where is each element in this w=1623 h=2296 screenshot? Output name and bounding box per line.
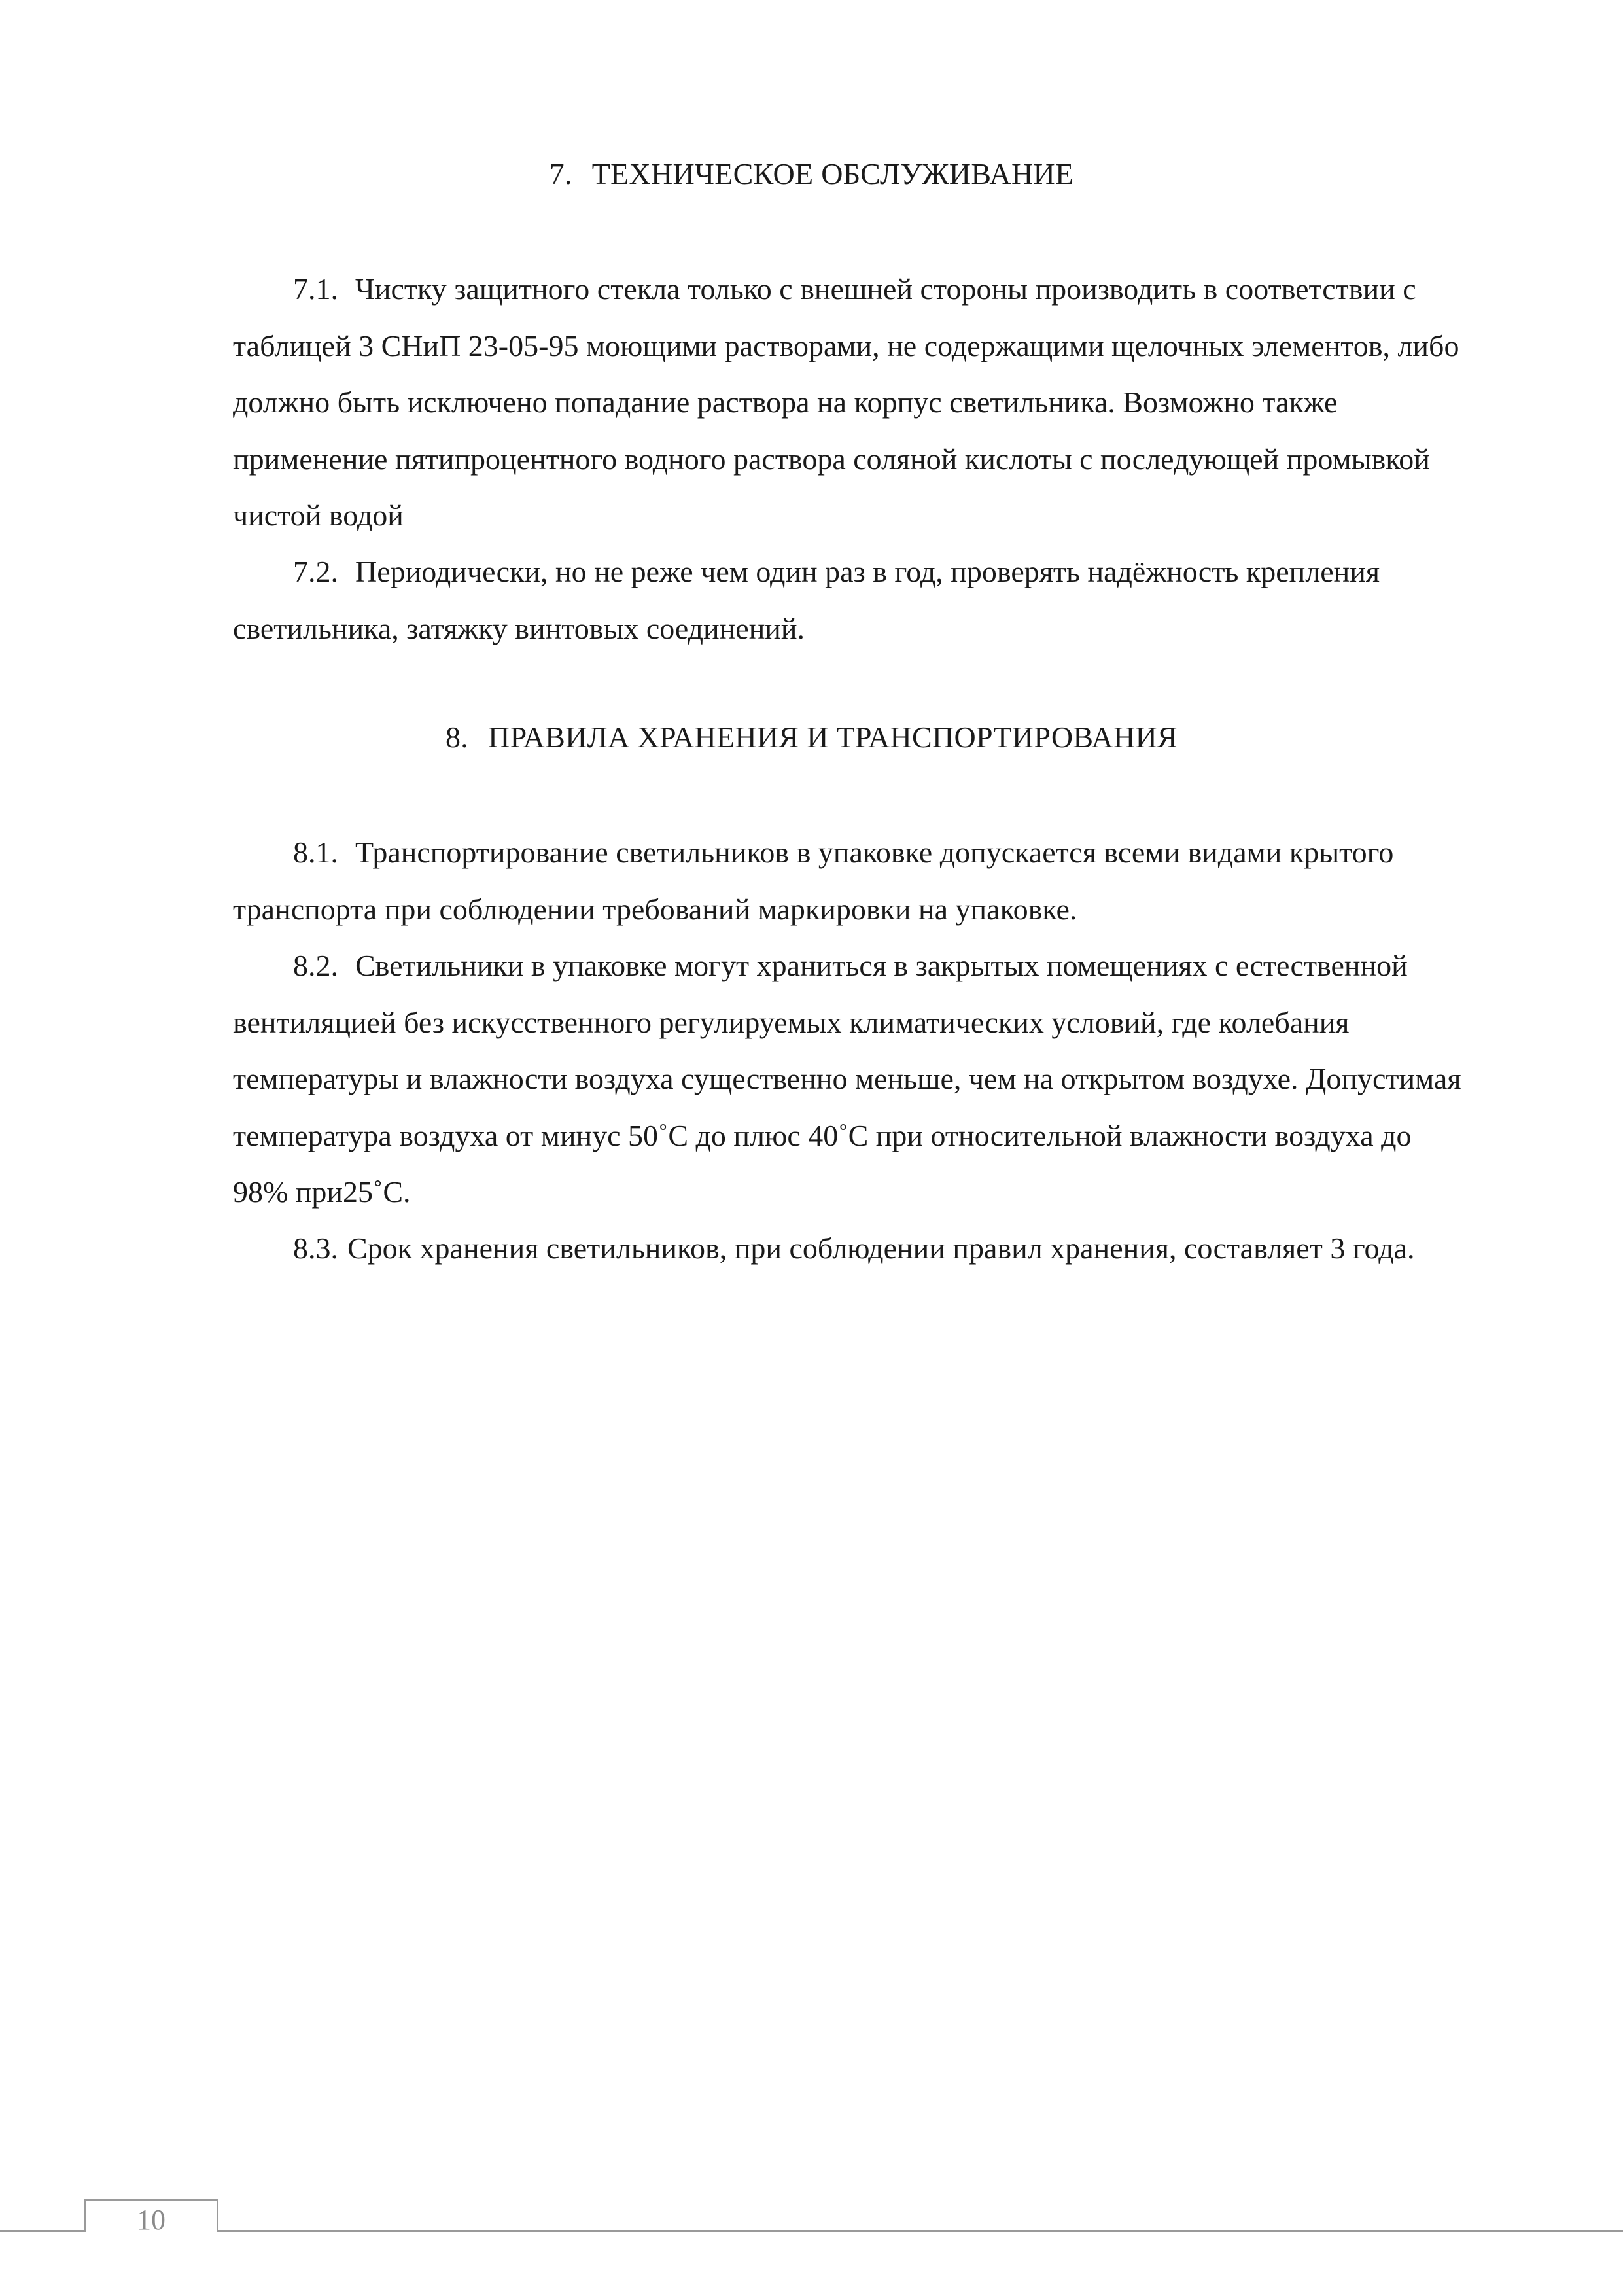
paragraph-8-1-text: Транспортирование светильников в упаковке допускается всеми видами крытого транспорта при соблюдении требований маркировки на упаковке.: [233, 836, 1394, 926]
paragraph-7-2-text: Периодически, но не реже чем один раз в год, проверять надёжность крепления светильника, затяжку винтовых соединений.: [233, 555, 1380, 645]
section-8-title: ПРАВИЛА ХРАНЕНИЯ И ТРАНСПОРТИРОВАНИЯ: [488, 720, 1178, 754]
paragraph-8-1: [233, 824, 1463, 938]
paragraph-7-2-number: 7.2.: [293, 555, 338, 588]
section-7-title: ТЕХНИЧЕСКОЕ ОБСЛУЖИВАНИЕ: [591, 157, 1074, 190]
paragraph-7-1-text: Чистку защитного стекла только с внешней стороны производить в соответствии с таблицей 3 СНиП 23-05-95 моющими растворами, не содержащими щелочных элементов, либо должно быть исключено попадание раствора на корпус светильника. Возможно также применение пятипроцентного водного раствора соляной кислоты с последующей промывкой чистой водой: [233, 272, 1459, 532]
paragraph-8-3: [233, 1220, 1463, 1277]
paragraph-8-2-text: Светильники в упаковке могут храниться в закрытых помещениях с естественной вентиляцией без искусственного регулируемых климатических условий, где колебания температуры и влажности воздуха существенно меньше, чем на открытом воздухе. Допустимая температура воздуха от минус 50˚С до плюс 40˚С при относительной влажности воздуха до 98% при25˚С.: [233, 949, 1461, 1209]
paragraph-7-1: [233, 261, 1463, 544]
section-7-number: 7.: [549, 157, 572, 190]
paragraph-8-3-number: 8.3.: [293, 1231, 338, 1265]
paragraph-7-1-number: 7.1.: [293, 272, 338, 306]
page-number: 10: [137, 2204, 166, 2236]
paragraph-8-2-number: 8.2.: [293, 949, 338, 982]
paragraph-8-1-number: 8.1.: [293, 836, 338, 869]
section-7-heading: [0, 156, 1623, 192]
footer-rule: [0, 2230, 1623, 2232]
section-8-number: 8.: [445, 720, 469, 754]
paragraph-8-2: [233, 938, 1463, 1221]
paragraph-7-2: [233, 544, 1463, 657]
section-8-heading: [0, 719, 1623, 756]
paragraph-8-3-text: Срок хранения светильников, при соблюдении правил хранения, составляет 3 года.: [347, 1231, 1415, 1265]
